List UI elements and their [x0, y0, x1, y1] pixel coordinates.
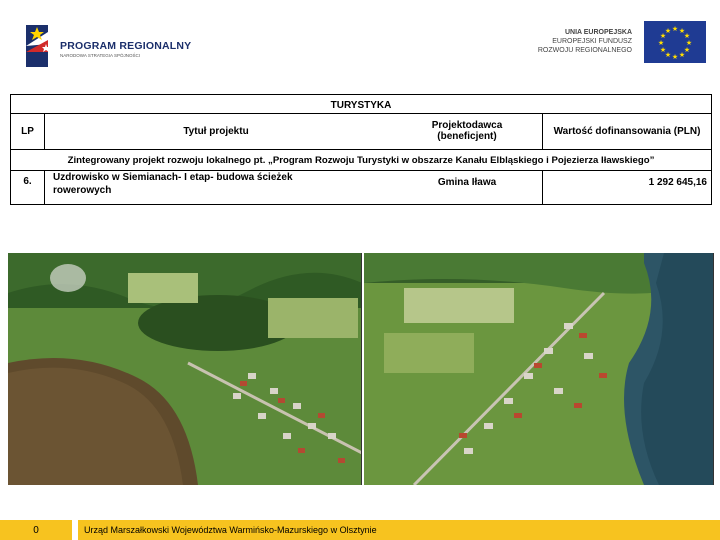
aerial-photo-left	[8, 253, 362, 485]
project-table	[10, 94, 712, 205]
svg-text:★: ★	[685, 39, 693, 47]
program-title: PROGRAM REGIONALNY	[60, 40, 192, 52]
header-funding-value: Wartość dofinansowania (PLN)	[553, 125, 701, 137]
svg-text:★: ★	[671, 53, 679, 61]
program-regionalny-emblem-icon	[22, 22, 62, 70]
svg-text:★: ★	[664, 51, 672, 59]
header-lp: LP	[21, 125, 34, 137]
svg-text:★: ★	[664, 27, 672, 35]
svg-text:★: ★	[678, 51, 686, 59]
row-funding-value: 1 292 645,16	[648, 176, 707, 188]
row-beneficiary: Gmina Iława	[437, 176, 497, 188]
header-project-title: Tytuł projektu	[183, 125, 249, 137]
row-project-title: Uzdrowisko w Siemianach- I etap- budowa ścieżek rowerowych	[53, 172, 293, 196]
header-beneficiary: Projektodawca (beneficjent)	[431, 120, 503, 142]
svg-text:★: ★	[659, 46, 667, 54]
eu-line-1: UNIA EUROPEJSKA	[564, 29, 632, 36]
program-subtitle: NARODOWA STRATEGIA SPÓJNOŚCI	[60, 53, 141, 58]
svg-text:★: ★	[671, 25, 679, 33]
eu-line-3: ROZWOJU REGIONALNEGO	[537, 47, 632, 54]
svg-text:★: ★	[683, 46, 691, 54]
eu-fund-label	[538, 28, 632, 55]
svg-text:★: ★	[657, 39, 665, 47]
aerial-photo-right	[364, 253, 714, 485]
table-title: TURYSTYKA	[330, 99, 392, 111]
section-title: Zintegrowany projekt rozwoju lokalnego pt. „Program Rozwoju Turystyki w obszarze Kanału Elbląskiego i Pojezierza Iławskiego”	[67, 154, 655, 166]
row-lp: 6.	[23, 175, 32, 187]
eu-line-2: EUROPEJSKI FUNDUSZ	[552, 38, 632, 45]
svg-text:★: ★	[678, 27, 686, 35]
page-number: 0	[0, 520, 72, 540]
footer-institution: Urząd Marszałkowski Województwa Warmińsko-Mazurskiego w Olsztynie	[84, 525, 377, 535]
svg-text:★: ★	[659, 32, 667, 40]
eu-flag-icon	[644, 21, 706, 63]
svg-text:★: ★	[683, 32, 691, 40]
